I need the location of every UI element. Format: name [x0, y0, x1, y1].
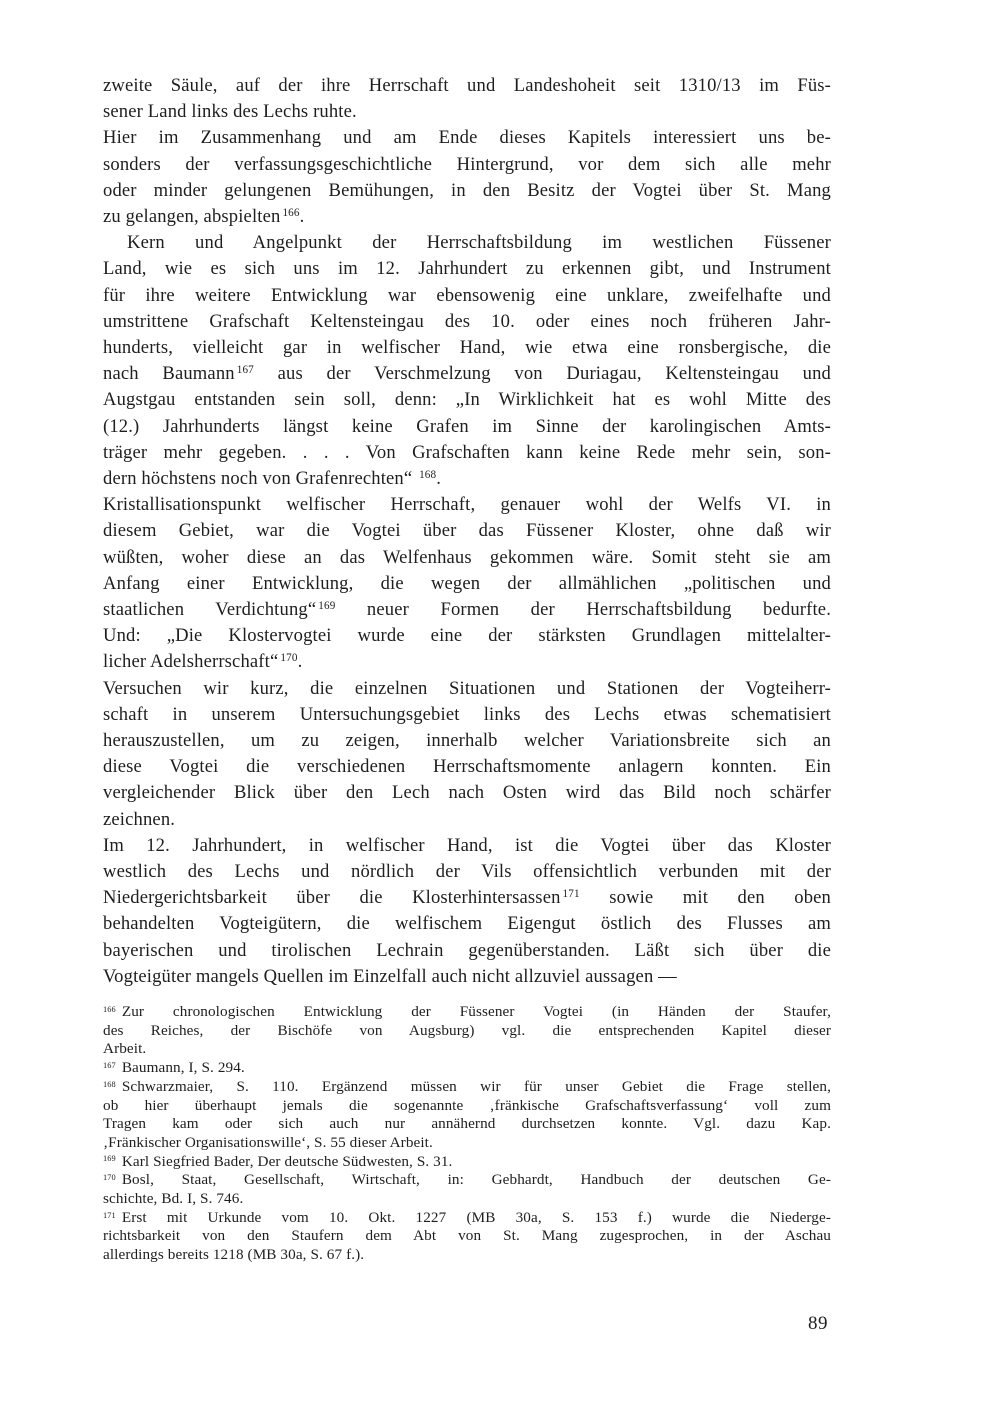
text-line — [103, 309, 831, 335]
text-segment: behandelten Vogteigütern, die welfischem Eigengut östlich des Flusses am — [103, 913, 831, 935]
page-number: 89 — [808, 1313, 828, 1334]
footnote-text: ‚Fränkischer Organisationswille‘, S. 55 dieser Arbeit. — [103, 1133, 433, 1151]
footnote-line — [103, 1077, 831, 1096]
text-segment: diesem Gebiet, war die Vogtei über das Füssener Kloster, ohne daß wir — [103, 520, 831, 542]
text-segment: (12.) Jahrhunderts längst keine Grafen im Sinne der karolingischen Amts- — [103, 415, 831, 437]
footnote-line — [103, 1245, 831, 1264]
text-segment: sener Land links des Lechs ruhte. — [103, 101, 357, 123]
text-segment: wüßten, woher diese an das Welfenhaus gekommen wäre. Somit steht sie am — [103, 546, 831, 568]
footnote-line — [103, 1208, 831, 1227]
footnote-text: Karl Siegfried Bader, Der deutsche Südwesten, S. 31. — [121, 1152, 453, 1170]
text-segment: Hier im Zusammenhang und am Ende dieses Kapitels interessiert uns be- — [103, 127, 831, 149]
text-segment: herauszustellen, um zu zeigen, innerhalb welcher Variationsbreite sich an — [103, 730, 831, 751]
text-line — [103, 702, 831, 728]
text-line — [103, 283, 831, 309]
text-segment: vergleichender Blick über den Lech nach Osten wird das Bild noch schärfer — [103, 782, 831, 804]
text-line — [103, 335, 831, 361]
text-segment: Und: „Die Klostervogtei wurde eine der stärksten Grundlagen mittelalter- — [103, 625, 831, 647]
text-line — [103, 440, 831, 466]
footnote-marker: 169 — [318, 599, 336, 612]
text-segment: für ihre weitere Entwicklung war ebensowenig eine unklare, zweifelhafte und — [103, 284, 831, 306]
text-segment: neuer Formen der Herrschaftsbildung bedurfte. — [335, 599, 831, 620]
text-line — [103, 938, 831, 964]
text-line — [103, 911, 831, 937]
text-line — [103, 545, 831, 571]
footnote-number: 170 — [103, 1173, 116, 1183]
footnote-line — [103, 1096, 831, 1115]
text-line — [103, 73, 831, 99]
text-line — [103, 125, 831, 151]
text-line — [103, 152, 831, 178]
text-segment: umstrittene Grafschaft Keltensteingau des 10. oder eines noch früheren Jahr- — [103, 310, 831, 332]
text-line — [103, 807, 831, 833]
text-segment: Niedergerichtsbarkeit über die Klosterhintersassen — [103, 887, 561, 909]
text-line — [103, 859, 831, 885]
text-segment: . — [297, 651, 303, 673]
text-line — [103, 780, 831, 806]
text-line — [103, 649, 831, 675]
text-segment: westlich des Lechs und nördlich der Vils offensichtlich verbunden mit der — [103, 861, 831, 882]
footnote-text: schichte, Bd. I, S. 746. — [103, 1190, 244, 1207]
text-segment: dern höchstens noch von Grafenrechten“ — [103, 468, 418, 489]
footnote-marker: 166 — [282, 206, 300, 219]
footnote-number: 171 — [103, 1210, 116, 1220]
text-segment: Kristallisationspunkt welfischer Herrschaft, genauer wohl der Welfs VI. in — [103, 494, 831, 516]
footnote-number: 166 — [103, 1004, 116, 1014]
footnote-text: allerdings bereits 1218 (MB 30a, S. 67 f.). — [103, 1246, 365, 1264]
text-segment: staatlichen Verdichtung“ — [103, 599, 317, 620]
text-segment: sowie mit den oben — [579, 887, 831, 909]
footnote-marker: 168 — [419, 468, 437, 481]
text-segment: bayerischen und tirolischen Lechrain gegenüberstanden. Läßt sich über die — [103, 939, 831, 961]
text-line — [103, 597, 831, 623]
text-line — [103, 964, 831, 990]
text-segment: diese Vogtei die verschiedenen Herrschaftsmomente anlagern konnten. Ein — [103, 756, 831, 778]
text-line — [103, 99, 831, 125]
footnote-text: richtsbarkeit von den Staufern dem Abt von St. Mang zugesprochen, in der Aschau — [103, 1227, 831, 1245]
footnote-number: 167 — [103, 1060, 116, 1070]
footnote-text: Bosl, Staat, Gesellschaft, Wirtschaft, in: Gebhardt, Handbuch der deutschen Ge- — [121, 1171, 831, 1189]
text-segment: nach Baumann — [103, 363, 235, 385]
footnote-number: 169 — [103, 1154, 116, 1164]
text-segment: Kern und Angelpunkt der Herrschaftsbildung im westlichen Füssener — [127, 232, 831, 254]
footnote-line — [103, 1152, 831, 1171]
text-line — [103, 518, 831, 544]
footnote-marker: 170 — [280, 652, 298, 665]
text-segment: Versuchen wir kurz, die einzelnen Situationen und Stationen der Vogteiherr- — [103, 677, 831, 699]
text-segment: . — [299, 206, 305, 227]
text-segment: Land, wie es sich uns im 12. Jahrhundert zu erkennen gibt, und Instrument — [103, 258, 831, 280]
text-line — [103, 178, 831, 204]
text-line — [103, 466, 831, 492]
footnote-text: des Reiches, der Bischöfe von Augsburg) vgl. die entsprechenden Kapitel dieser — [103, 1021, 831, 1039]
text-segment: aus der Verschmelzung von Duriagau, Keltensteingau und — [253, 363, 831, 385]
footnote-line — [103, 1133, 831, 1152]
text-line — [103, 885, 831, 911]
footnote-line — [103, 1189, 831, 1208]
text-line — [103, 492, 831, 518]
text-line — [103, 204, 831, 230]
text-segment: schaft in unserem Untersuchungsgebiet links des Lechs etwas schematisiert — [103, 703, 831, 725]
footnote-line — [103, 1114, 831, 1133]
text-line — [103, 387, 831, 413]
text-line — [103, 833, 831, 859]
text-line — [103, 361, 831, 387]
text-segment: . — [436, 468, 442, 489]
footnote-line — [103, 1058, 831, 1077]
text-line — [103, 676, 831, 702]
text-segment: Vogteigüter mangels Quellen im Einzelfall auch nicht allzuviel aussagen — — [103, 965, 677, 987]
footnote-line — [103, 1226, 831, 1245]
footnote-text: Arbeit. — [103, 1040, 147, 1058]
footnote-text: Baumann, I, S. 294. — [121, 1059, 245, 1077]
text-segment: Anfang einer Entwicklung, die wegen der allmählichen „politischen und — [103, 572, 831, 594]
text-line — [103, 728, 831, 754]
footnote-line — [103, 1021, 831, 1040]
footnote-text: Zur chronologischen Entwicklung der Füssener Vogtei (in Händen der Staufer, — [121, 1003, 831, 1020]
footnote-marker: 167 — [236, 364, 254, 377]
footnote-text: Erst mit Urkunde vom 10. Okt. 1227 (MB 30a, S. 153 f.) wurde die Niederge- — [121, 1208, 831, 1226]
text-segment: zeichnen. — [103, 808, 176, 830]
text-segment: licher Adelsherrschaft“ — [103, 651, 279, 673]
text-segment: oder minder gelungenen Bemühungen, in den Besitz der Vogtei über St. Mang — [103, 179, 831, 201]
text-segment: träger mehr gegeben. . . . Von Grafschaften kann keine Rede mehr sein, son- — [103, 441, 831, 463]
text-line — [103, 754, 831, 780]
footnote-marker: 171 — [562, 888, 580, 901]
text-segment: zweite Säule, auf der ihre Herrschaft und Landeshoheit seit 1310/13 im Füs- — [103, 75, 831, 96]
footnote-text: Tragen kam oder sich auch nur annähernd durchsetzen konnte. Vgl. dazu Kap. — [103, 1115, 831, 1133]
text-line — [103, 571, 831, 597]
footnote-number: 168 — [103, 1079, 116, 1089]
footnote-text: ob hier überhaupt jemals die sogenannte ‚fränkische Grafschaftsverfassung‘ voll zum — [103, 1096, 831, 1114]
footnote-line — [103, 1002, 831, 1021]
text-segment: hunderts, vielleicht gar in welfischer Hand, wie etwa eine ronsbergische, die — [103, 337, 831, 358]
text-segment: zu gelangen, abspielten — [103, 206, 281, 227]
text-line — [103, 230, 831, 256]
footnote-line — [103, 1170, 831, 1189]
footnote-line — [103, 1039, 831, 1058]
text-segment: Im 12. Jahrhundert, in welfischer Hand, ist die Vogtei über das Kloster — [103, 834, 831, 856]
footnote-text: Schwarzmaier, S. 110. Ergänzend müssen wir für unser Gebiet die Frage stellen, — [121, 1077, 831, 1095]
text-line — [103, 256, 831, 282]
text-line — [103, 623, 831, 649]
text-segment: Augstgau entstanden sein soll, denn: „In Wirklichkeit hat es wohl Mitte des — [103, 389, 831, 411]
text-segment: sonders der verfassungsgeschichtliche Hintergrund, vor dem sich alle mehr — [103, 153, 831, 175]
text-line — [103, 414, 831, 440]
